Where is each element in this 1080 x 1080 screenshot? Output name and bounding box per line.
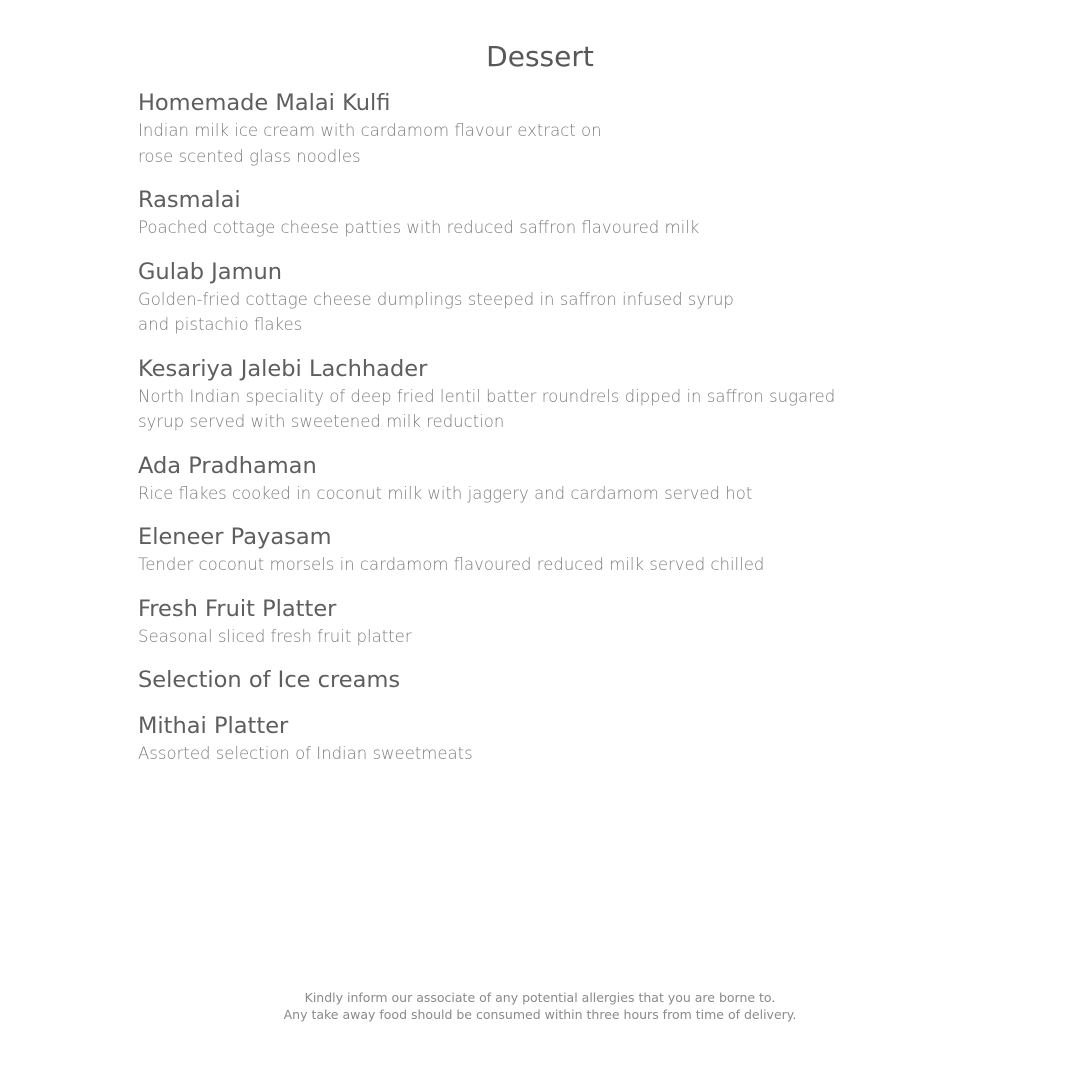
menu-item — [138, 185, 878, 241]
menu-item-name: Homemade Malai Kulfi — [138, 90, 391, 116]
menu-item — [138, 522, 878, 578]
menu-item-name: Eleneer Payasam — [138, 524, 332, 550]
menu-item — [138, 594, 878, 650]
page-title: Dessert — [486, 40, 594, 73]
menu-item-description: Rice flakes cooked in coconut milk with jaggery and cardamom served hot — [138, 483, 753, 503]
menu-item — [138, 88, 878, 169]
dessert-menu-list — [138, 88, 878, 783]
menu-item-description: Assorted selection of Indian sweetmeats — [138, 744, 473, 763]
menu-item-description: North Indian speciality of deep fried lentil batter roundrels dipped in saffron sugared syrup served with sweetened milk reduction — [138, 386, 836, 431]
menu-item — [138, 257, 878, 338]
menu-item — [138, 711, 878, 767]
menu-item-description: Indian milk ice cream with cardamom flavour extract on rose scented glass noodles — [138, 121, 602, 166]
menu-item — [138, 451, 878, 507]
menu-item-name: Rasmalai — [138, 187, 241, 213]
menu-item — [138, 354, 878, 435]
menu-item-description: Tender coconut morsels in cardamom flavoured reduced milk served chilled — [138, 555, 765, 574]
allergy-notice: Kindly inform our associate of any potential allergies that you are borne to. — [304, 990, 776, 1005]
footer-notice — [0, 989, 1080, 1023]
menu-item-name: Kesariya Jalebi Lachhader — [138, 355, 428, 382]
takeaway-notice: Any take away food should be consumed within three hours from time of delivery. — [283, 1007, 797, 1022]
menu-item-name: Ada Pradhaman — [138, 452, 317, 479]
menu-item-name: Selection of Ice creams — [138, 667, 401, 693]
menu-item-name: Gulab Jamun — [138, 258, 283, 285]
menu-item-description: Poached cottage cheese patties with reduced saffron flavoured milk — [138, 218, 700, 237]
menu-item-name: Mithai Platter — [138, 713, 289, 739]
menu-item-name: Fresh Fruit Platter — [138, 595, 337, 622]
menu-item-description: Golden-fried cottage cheese dumplings steeped in saffron infused syrup and pistachio flakes — [138, 289, 734, 334]
menu-item — [138, 665, 878, 695]
menu-item-description: Seasonal sliced fresh fruit platter — [138, 626, 412, 646]
